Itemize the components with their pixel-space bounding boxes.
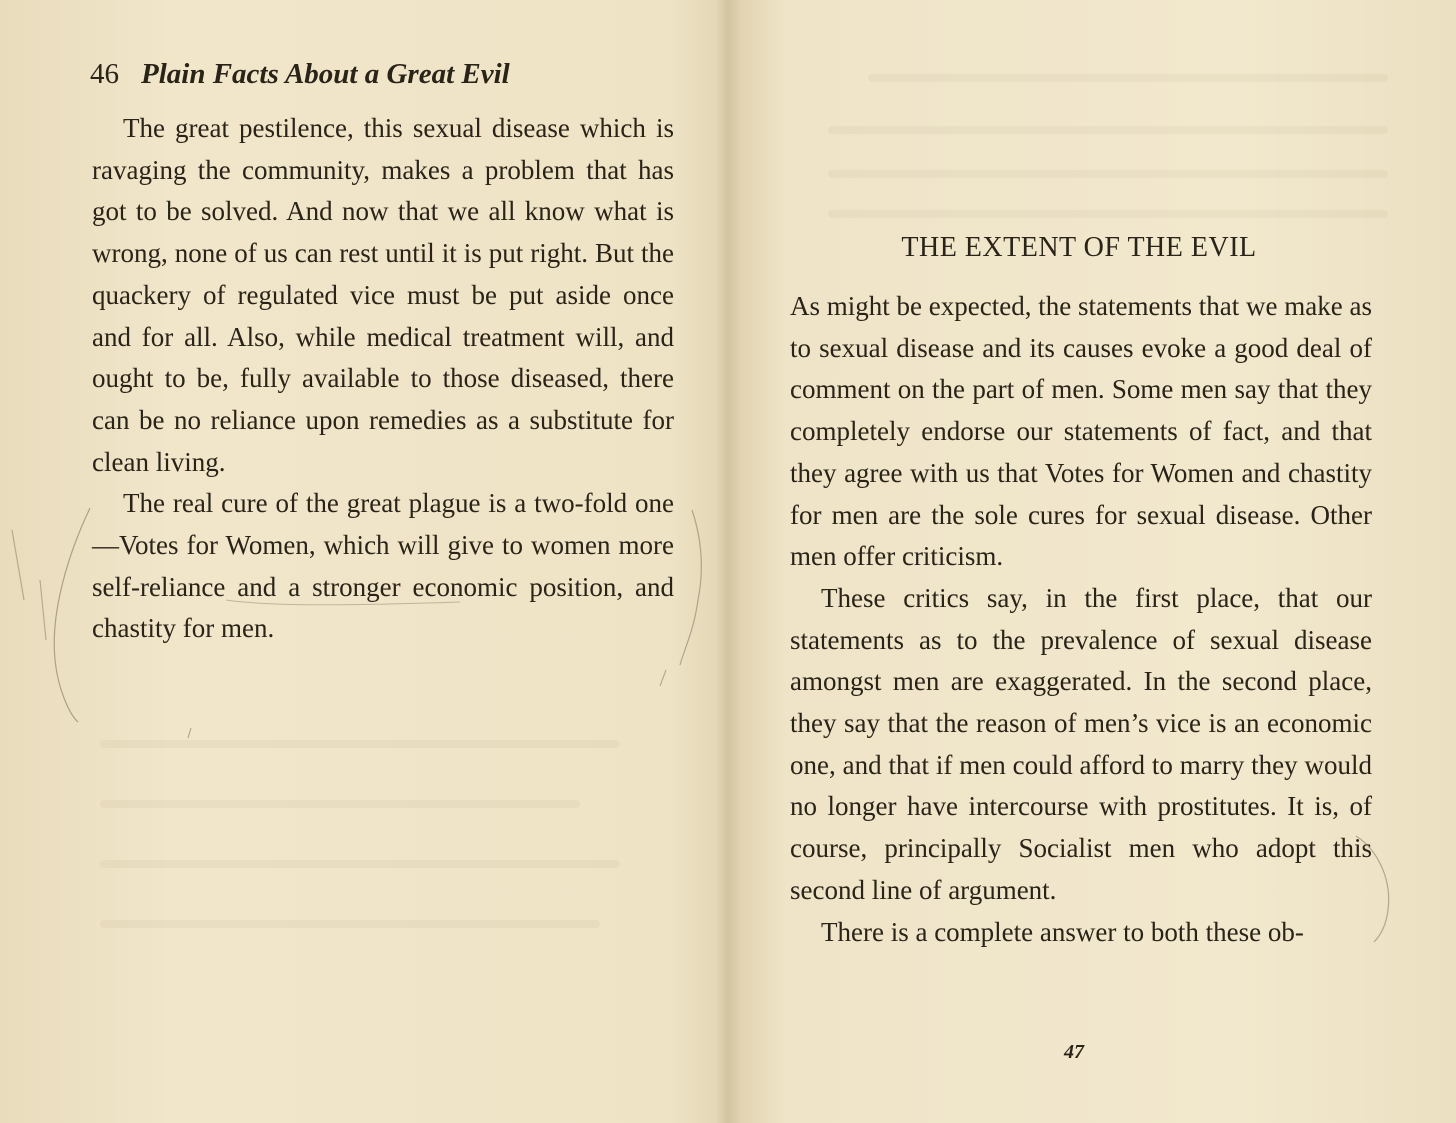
right-paragraph-3: There is a complete answer to both these ob- — [821, 916, 1304, 947]
pencil-margin-marks — [728, 820, 1456, 950]
right-page — [728, 0, 1456, 1123]
page-number-left: 46 — [90, 58, 119, 90]
bleed-through-line — [828, 126, 1388, 134]
bleed-through-line — [868, 74, 1388, 82]
page-number-right: 47 — [1064, 1041, 1084, 1063]
bleed-through-line — [100, 920, 600, 928]
right-paragraph-1: As might be expected, the statements that we make as to sexual disease and its causes evoke a good deal of comment on the part of men. Some men say that they completely endorse our statements of fact, and that they agree with us that Votes for Women and chastity for men are the sole cures for sexual disease. Other men offer criticism. — [790, 291, 1372, 572]
pencil-margin-marks — [0, 490, 728, 730]
running-head — [90, 54, 510, 94]
left-paragraph-2: The real cure of the great plague is a two-fold one—Votes for Women, which will give to women more self-reliance and a stronger economic position, and chastity for men. — [92, 488, 674, 644]
bleed-through-line — [828, 210, 1388, 218]
chapter-heading: THE EXTENT OF THE EVIL — [901, 232, 1257, 263]
running-title: Plain Facts About a Great Evil — [141, 58, 510, 90]
right-paragraph-2: These critics say, in the first place, that our statements as to the prevalence of sexual disease amongst men are exaggerated. In the second place, they say that the reason of men’s vice is an economic one, and that if men could afford to marry they would no longer have intercourse with prostitutes. It is, of course, principally Socialist men who adopt this second line of argument. — [790, 582, 1372, 905]
bleed-through-line — [100, 860, 620, 868]
bleed-through-line — [828, 170, 1388, 178]
bleed-through-line — [100, 800, 580, 808]
left-paragraph-1: The great pestilence, this sexual disease which is ravaging the community, makes a problem that has got to be solved. And now that we all know what is wrong, none of us can rest until it is put right. But the quackery of regulated vice must be put aside once and for all. Also, while medical treatment will, and ought to be, fully available to those diseased, there can be no reliance upon remedies as a substitute for clean living. — [92, 113, 674, 477]
bleed-through-line — [100, 740, 620, 748]
